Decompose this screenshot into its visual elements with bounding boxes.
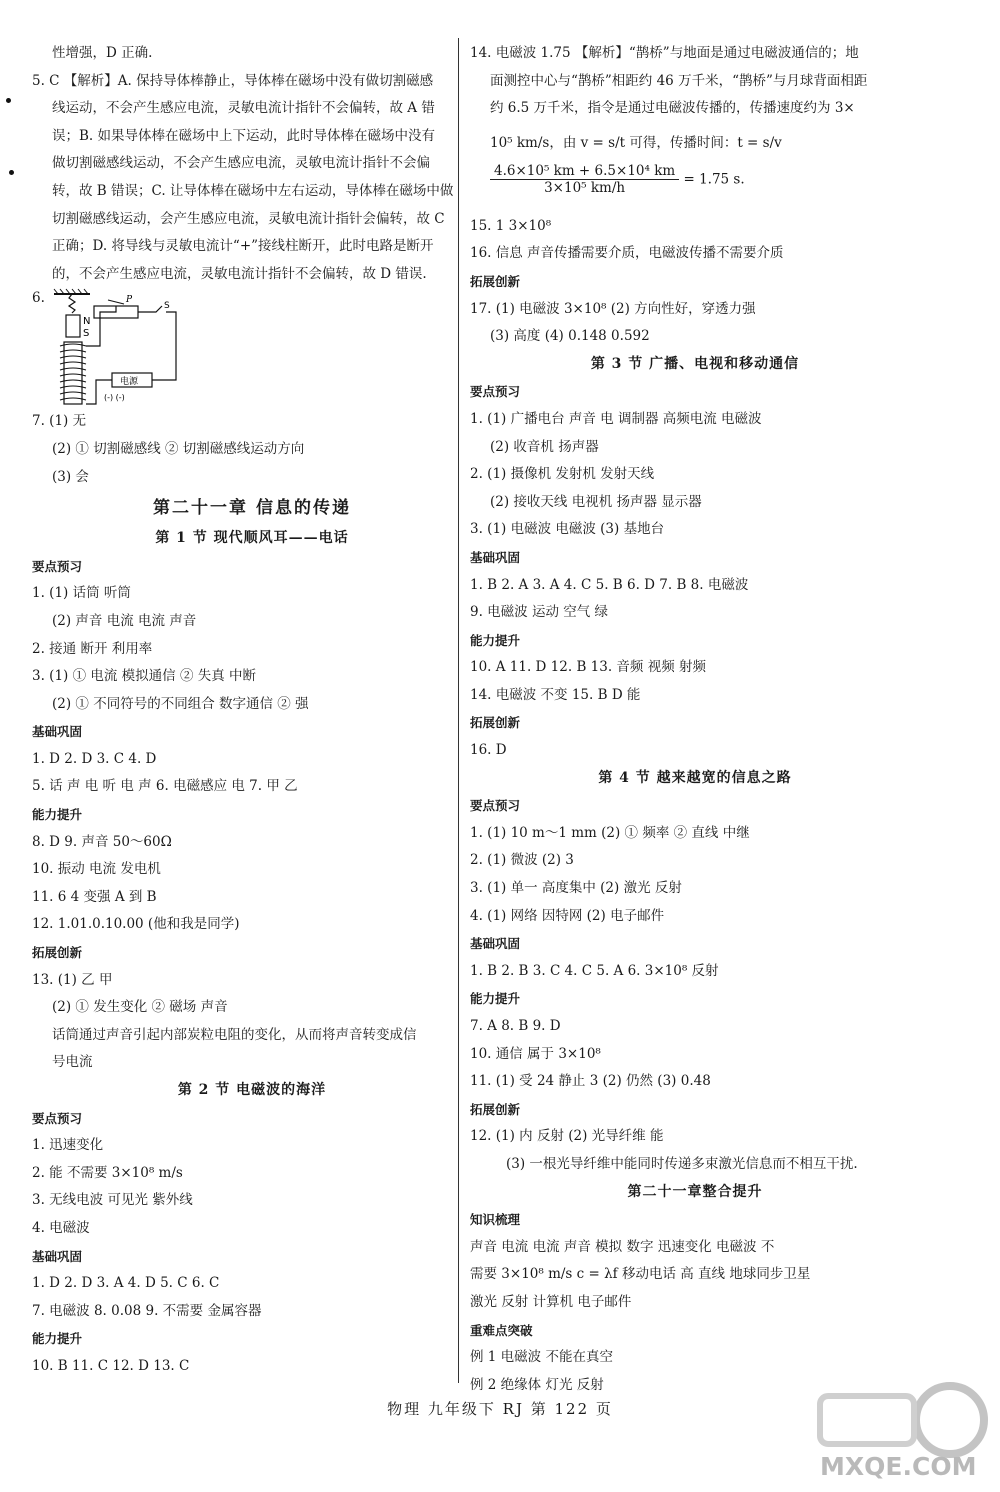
section-title: 第二十一章整合提升 bbox=[627, 1183, 763, 1200]
subsection-heading: 能力提升 bbox=[470, 632, 521, 648]
section-1-answers bbox=[32, 553, 472, 1077]
answer-line: 号电流 bbox=[52, 1054, 93, 1071]
answer-line: 转，故 B 错误；C. 让导体棒在磁场中左右运动，导体棒在磁场中做 bbox=[52, 182, 454, 199]
calc-result: = 1.75 s. bbox=[683, 171, 745, 188]
answer-line: 2. 能 不需要 3×10⁸ m/s bbox=[32, 1164, 183, 1181]
subsection-heading: 要点预习 bbox=[32, 1110, 83, 1126]
subsection-heading: 拓展创新 bbox=[470, 273, 521, 289]
answer-line: (3) 高度 (4) 0.148 0.592 bbox=[490, 328, 650, 345]
answer-line: 9. 电磁波 运动 空气 绿 bbox=[470, 604, 609, 621]
section-2-answers bbox=[32, 1105, 472, 1381]
subsection-heading: 基础巩固 bbox=[470, 936, 521, 952]
subsection-heading: 能力提升 bbox=[470, 991, 521, 1007]
answer-line: 1. (1) 广播电台 声音 电 调制器 高频电流 电磁波 bbox=[470, 410, 762, 427]
rheostat-p-label: P bbox=[126, 295, 133, 306]
answer-line: 10. 通信 属于 3×10⁸ bbox=[470, 1045, 601, 1062]
answer-line: 声音 电流 电流 声音 模拟 数字 迅速变化 电磁波 不 bbox=[470, 1238, 775, 1255]
answer-line: 3. (1) 单一 高度集中 (2) 激光 反射 bbox=[470, 880, 682, 897]
answers-15-17 bbox=[470, 213, 920, 351]
answer-line: 16. D bbox=[470, 742, 507, 759]
terminal-label: (-) (-) bbox=[104, 393, 125, 403]
answer-line: 线运动，不会产生感应电流，灵敏电流计指针不会偏转，故 A 错 bbox=[52, 100, 435, 117]
switch-s-label: S bbox=[164, 301, 170, 312]
electromagnet-circuit-diagram bbox=[52, 288, 232, 408]
answer-line: 14. 电磁波 不变 15. B D 能 bbox=[470, 686, 641, 703]
subsection-heading: 要点预习 bbox=[470, 384, 521, 400]
answer-line: 误；B. 如果导体棒在磁场中上下运动，此时导体棒在磁场中没有 bbox=[52, 127, 436, 144]
answer-line: 10. A 11. D 12. B 13. 音频 视频 射频 bbox=[470, 659, 706, 676]
answer-line: 话筒通过声音引起内部炭粒电阻的变化，从而将声音转变成信 bbox=[52, 1026, 417, 1043]
answer-line: 7. 电磁波 8. 0.08 9. 不需要 金属容器 bbox=[32, 1302, 262, 1319]
calc-denominator: 3×10⁵ km/h bbox=[544, 179, 626, 196]
answer-line: 7. (1) 无 bbox=[32, 413, 87, 430]
magnet-n-label: N bbox=[83, 316, 91, 328]
page-footer: 物理 九年级下 RJ 第 122 页 bbox=[387, 1400, 613, 1418]
answer-line: (2) ① 切割磁感线 ② 切割磁感线运动方向 bbox=[52, 440, 305, 457]
answer-line: 8. D 9. 声音 50～60Ω bbox=[32, 833, 172, 850]
answer-line: (2) 收音机 扬声器 bbox=[490, 438, 599, 455]
answer-line: 4. 电磁波 bbox=[32, 1219, 90, 1236]
answer-line: 10. B 11. C 12. D 13. C bbox=[32, 1357, 190, 1374]
answer-line: 激光 反射 计算机 电子邮件 bbox=[470, 1293, 632, 1310]
power-source-label: 电源 bbox=[120, 377, 139, 388]
subsection-heading: 要点预习 bbox=[470, 798, 521, 814]
answer-line: 3. 无线电波 可见光 紫外线 bbox=[32, 1192, 193, 1209]
margin-dot bbox=[6, 98, 11, 103]
subsection-heading: 拓展创新 bbox=[470, 1101, 521, 1117]
answer-line: 12. (1) 内 反射 (2) 光导纤维 能 bbox=[470, 1128, 664, 1145]
subsection-heading: 拓展创新 bbox=[32, 945, 83, 961]
answer-line: 约 6.5 万千米，指令是通过电磁波传播的，传播速度约为 3× bbox=[490, 100, 855, 117]
answer-line: 13. (1) 乙 甲 bbox=[32, 971, 113, 988]
answer-line: 1. (1) 话筒 听筒 bbox=[32, 585, 131, 602]
answer-line: 1. D 2. D 3. C 4. D bbox=[32, 750, 157, 767]
left-column bbox=[32, 40, 472, 1381]
answer-line: 5. 话 声 电 听 电 声 6. 电磁感应 电 7. 甲 乙 bbox=[32, 778, 298, 795]
chapter-review-answers bbox=[470, 1206, 920, 1399]
answer-line: 正确；D. 将导线与灵敏电流计“+”接线柱断开，此时电路是断开 bbox=[52, 238, 434, 255]
answer-line: 17. (1) 电磁波 3×10⁸ (2) 方向性好，穿透力强 bbox=[470, 300, 756, 317]
answer-line: 11. (1) 受 24 静止 3 (2) 仍然 (3) 0.48 bbox=[470, 1073, 711, 1090]
answer-line: 切割磁感线运动，会产生感应电流，灵敏电流计指针会偏转，故 C bbox=[52, 210, 445, 227]
answer-line: 3. (1) ① 电流 模拟通信 ② 失真 中断 bbox=[32, 668, 257, 685]
subsection-heading: 知识梳理 bbox=[470, 1212, 521, 1228]
subsection-heading: 要点预习 bbox=[32, 558, 83, 574]
answer-line: 15. 1 3×10⁸ bbox=[470, 217, 552, 234]
section-title: 第 1 节 现代顺风耳——电话 bbox=[155, 530, 349, 547]
subsection-heading: 重难点突破 bbox=[470, 1322, 533, 1338]
answer-line: 10. 振动 电流 发电机 bbox=[32, 861, 161, 878]
answer-line: (3) 一根光导纤维中能同时传递多束激光信息而不相互干扰. bbox=[506, 1155, 858, 1172]
answer-line: 5. C 【解析】A. 保持导体棒静止，导体棒在磁场中没有做切割磁感 bbox=[32, 72, 434, 89]
section-3-answers bbox=[470, 378, 920, 764]
circuit-figure bbox=[32, 288, 472, 408]
section-4-answers bbox=[470, 792, 920, 1178]
answer-line: 性增强，D 正确. bbox=[52, 45, 153, 61]
answer-line: 1. B 2. B 3. C 4. C 5. A 6. 3×10⁸ 反射 bbox=[470, 962, 719, 979]
subsection-heading: 能力提升 bbox=[32, 1331, 83, 1347]
magnet-s-label: S bbox=[83, 328, 90, 340]
chapter-title: 第二十一章 信息的传递 bbox=[153, 498, 351, 519]
right-column bbox=[470, 40, 920, 1399]
answer-line: 需要 3×10⁸ m/s c = λf 移动电话 高 直线 地球同步卫星 bbox=[470, 1266, 811, 1283]
answer-line: (2) ① 不同符号的不同组合 数字通信 ② 强 bbox=[52, 695, 309, 712]
answer-line: 1. (1) 10 m～1 mm (2) ① 频率 ② 直线 中继 bbox=[470, 824, 750, 841]
answer-line: (2) ① 发生变化 ② 磁场 声音 bbox=[52, 999, 228, 1016]
calc-numerator: 4.6×10⁵ km + 6.5×10⁴ km bbox=[490, 163, 679, 180]
subsection-heading: 基础巩固 bbox=[32, 724, 83, 740]
calculation bbox=[470, 163, 920, 213]
answer-line: 11. 6 4 变强 A 到 B bbox=[32, 888, 157, 905]
answer-line: 1. 迅速变化 bbox=[32, 1137, 104, 1154]
answer-line: 1. B 2. A 3. A 4. C 5. B 6. D 7. B 8. 电磁波 bbox=[470, 576, 749, 593]
question-5 bbox=[32, 68, 472, 289]
section-title: 第 3 节 广播、电视和移动通信 bbox=[590, 355, 800, 372]
subsection-heading: 基础巩固 bbox=[32, 1248, 83, 1264]
section-title: 第 2 节 电磁波的海洋 bbox=[177, 1082, 327, 1098]
subsection-heading: 拓展创新 bbox=[470, 715, 521, 731]
subsection-heading: 能力提升 bbox=[32, 807, 83, 823]
formula-line: 10⁵ km/s，由 v = s/t 可得，传播时间：t = s/v bbox=[490, 134, 782, 151]
margin-dot bbox=[9, 170, 14, 175]
answer-line: 2. (1) 微波 (2) 3 bbox=[470, 852, 574, 869]
answer-line: 的，不会产生感应电流，灵敏电流计指针不会偏转，故 D 错误. bbox=[52, 265, 427, 282]
answer-line: 例 1 电磁波 不能在真空 bbox=[470, 1349, 613, 1366]
answer-line: 做切割磁感线运动，不会产生感应电流，灵敏电流计指针不会偏 bbox=[52, 155, 430, 172]
answer-line: 12. 1.01.0.10.00 (他和我是同学) bbox=[32, 916, 240, 933]
answer-line: 7. A 8. B 9. D bbox=[470, 1018, 561, 1034]
answer-line: 14. 电磁波 1.75 【解析】“鹊桥”与地面是通过电磁波通信的；地 bbox=[470, 45, 859, 61]
answer-line: (3) 会 bbox=[52, 468, 89, 485]
answer-line: 面测控中心与“鹊桥”相距约 46 万千米，“鹊桥”与月球背面相距 bbox=[490, 72, 868, 89]
answer-line: 16. 信息 声音传播需要介质，电磁波传播不需要介质 bbox=[470, 245, 784, 262]
watermark-site: MXQE.COM bbox=[820, 1452, 977, 1481]
answer-line: (2) 接收天线 电视机 扬声器 显示器 bbox=[490, 493, 702, 510]
subsection-heading: 基础巩固 bbox=[470, 549, 521, 565]
section-title: 第 4 节 越来越宽的信息之路 bbox=[598, 769, 792, 786]
question-number: 6. bbox=[32, 290, 45, 307]
answer-line: (2) 声音 电流 电流 声音 bbox=[52, 612, 197, 629]
answer-line: 2. 接通 断开 利用率 bbox=[32, 640, 153, 657]
answer-line: 1. D 2. D 3. A 4. D 5. C 6. C bbox=[32, 1275, 220, 1292]
answer-line: 4. (1) 网络 因特网 (2) 电子邮件 bbox=[470, 907, 665, 924]
answer-line: 例 2 绝缘体 灯光 反射 bbox=[470, 1376, 604, 1393]
answer-line: 3. (1) 电磁波 电磁波 (3) 基地台 bbox=[470, 521, 665, 538]
answer-line: 2. (1) 摄像机 发射机 发射天线 bbox=[470, 466, 655, 483]
